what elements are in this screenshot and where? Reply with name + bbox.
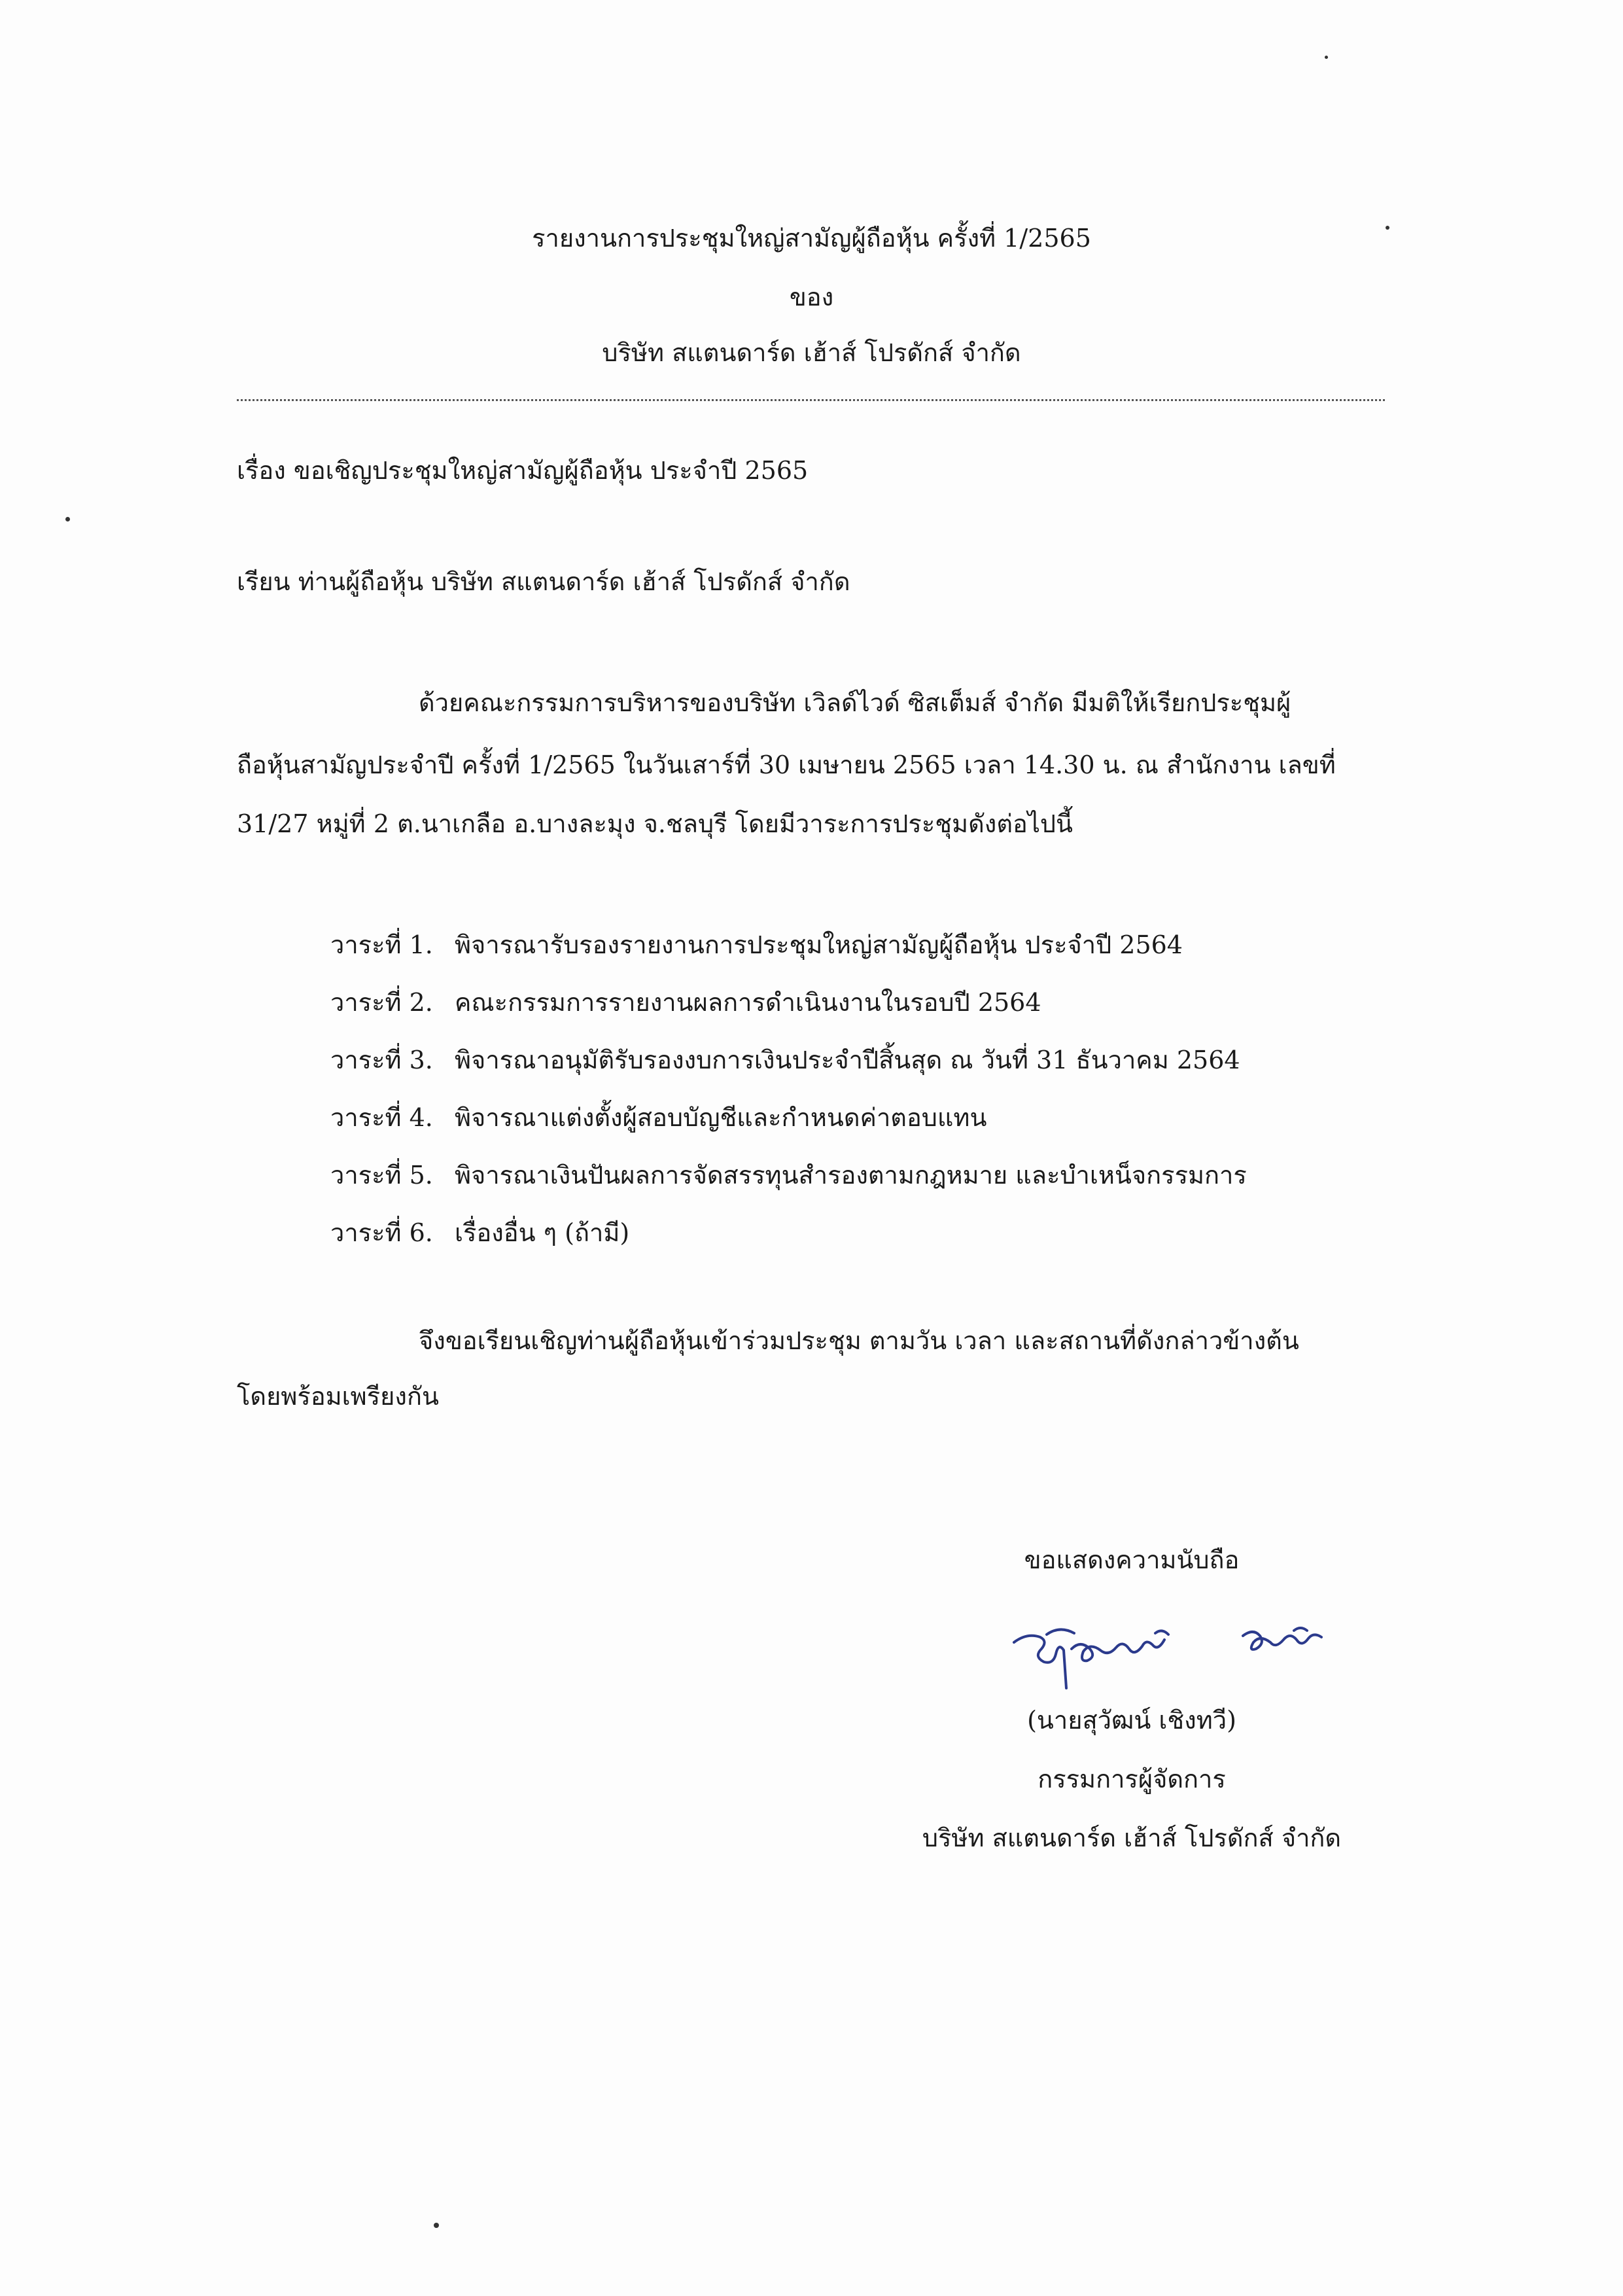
agenda-item (330, 916, 1247, 974)
agenda-text: เรื่องอื่น ๆ (ถ้ามี) (455, 1218, 630, 1247)
recipient-line: เรียน ท่านผู้ถือหุ้น บริษัท สแตนดาร์ด เฮ้าส์ โปรดักส์ จำกัด (237, 567, 850, 596)
agenda-list (330, 916, 1247, 1262)
body-line-1: ด้วยคณะกรรมการบริหารของบริษัท เวิลด์ไวด์ ซิสเต็มส์ จำกัด มีมติให้เรียกประชุมผู้ (419, 688, 1291, 717)
document-title: รายงานการประชุมใหญ่สามัญผู้ถือหุ้น ครั้งที่ 1/2565 (532, 224, 1091, 253)
company-name-header: บริษัท สแตนดาร์ด เฮ้าส์ โปรดักส์ จำกัด (602, 338, 1021, 367)
document-title-of: ของ (789, 283, 834, 311)
agenda-number: วาระที่ 2. (330, 988, 433, 1017)
body-line-2: ถือหุ้นสามัญประจำปี ครั้งที่ 1/2565 ในวันเสาร์ที่ 30 เมษายน 2565 เวลา 14.30 น. ณ สำนักงาน เลขที่ (237, 751, 1336, 779)
signatory-position: กรรมการผู้จัดการ (1038, 1765, 1226, 1793)
agenda-item (330, 974, 1247, 1031)
agenda-item (330, 1089, 1247, 1146)
scan-speck (1325, 56, 1328, 59)
agenda-number: วาระที่ 5. (330, 1161, 433, 1190)
scan-speck (434, 2223, 439, 2228)
agenda-text: คณะกรรมการรายงานผลการดำเนินงานในรอบปี 2564 (455, 988, 1041, 1017)
signatory-company: บริษัท สแตนดาร์ด เฮ้าส์ โปรดักส์ จำกัด (922, 1824, 1342, 1852)
agenda-number: วาระที่ 3. (330, 1046, 433, 1074)
regards-line: ขอแสดงความนับถือ (1024, 1545, 1240, 1574)
signatory-name: (นายสุวัฒน์ เชิงทวี) (1027, 1706, 1236, 1735)
agenda-number: วาระที่ 1. (330, 930, 433, 959)
closing-line-2: โดยพร้อมเพรียงกัน (237, 1382, 439, 1411)
agenda-number: วาระที่ 4. (330, 1103, 433, 1132)
scan-speck (1386, 226, 1389, 230)
header-divider (237, 399, 1385, 401)
agenda-item (330, 1146, 1247, 1204)
agenda-text: พิจารณาเงินปันผลการจัดสรรทุนสำรองตามกฎหมาย และบำเหน็จกรรมการ (455, 1161, 1247, 1190)
agenda-item (330, 1031, 1247, 1089)
handwritten-signature-icon (1001, 1597, 1341, 1701)
agenda-text: พิจารณารับรองรายงานการประชุมใหญ่สามัญผู้ถือหุ้น ประจำปี 2564 (455, 930, 1183, 959)
agenda-text: พิจารณาแต่งตั้งผู้สอบบัญชีและกำหนดค่าตอบแทน (455, 1103, 987, 1132)
agenda-number: วาระที่ 6. (330, 1218, 433, 1247)
agenda-text: พิจารณาอนุมัติรับรองงบการเงินประจำปีสิ้นสุด ณ วันที่ 31 ธันวาคม 2564 (455, 1046, 1240, 1074)
subject-line: เรื่อง ขอเชิญประชุมใหญ่สามัญผู้ถือหุ้น ประจำปี 2565 (237, 456, 809, 485)
agenda-item (330, 1204, 1247, 1262)
closing-line-1: จึงขอเรียนเชิญท่านผู้ถือหุ้นเข้าร่วมประชุม ตามวัน เวลา และสถานที่ดังกล่าวข้างต้น (419, 1326, 1299, 1355)
body-line-3: 31/27 หมู่ที่ 2 ต.นาเกลือ อ.บางละมุง จ.ชลบุรี โดยมีวาระการประชุมดังต่อไปนี้ (237, 809, 1073, 838)
scan-speck (65, 517, 70, 521)
